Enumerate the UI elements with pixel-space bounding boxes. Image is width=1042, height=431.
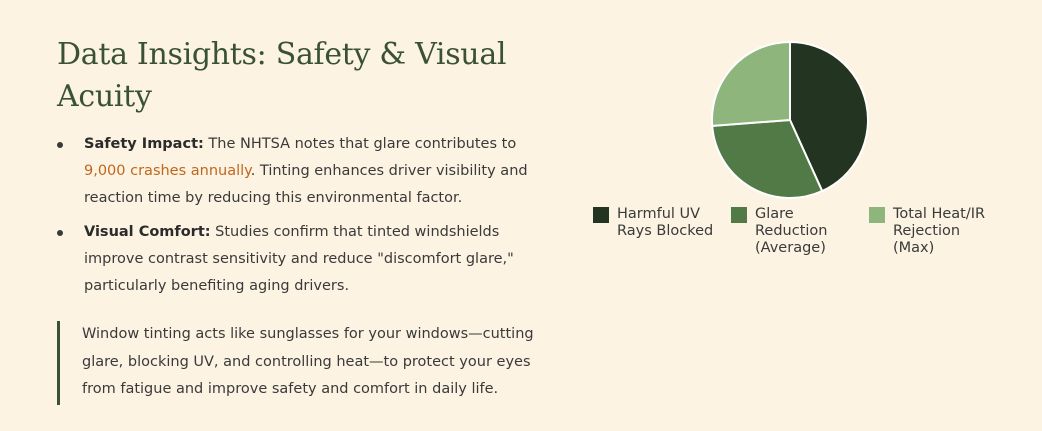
legend-item-harmful-uv[interactable]: [593, 206, 713, 240]
legend-label: Total Heat/IR Rejection (Max): [893, 206, 986, 256]
pie-chart: [705, 35, 875, 205]
summary-quote: Window tinting acts like sunglasses for your windows—cutting glare, blocking UV, and controlling heat—to protect your eyes from fatigue and improve safety and comfort in daily life.: [57, 321, 542, 405]
list-item-visual-comfort: [57, 219, 557, 300]
bullet-icon: [57, 230, 63, 236]
bullet-text: The NHTSA notes that glare contributes to: [203, 136, 517, 152]
legend-swatch: [869, 207, 885, 223]
insights-list: [57, 131, 557, 307]
legend-swatch: [593, 207, 609, 223]
list-item-safety-impact: [57, 131, 557, 212]
legend-item-glare-reduction[interactable]: [731, 206, 828, 257]
pie-slice-heat-ir-rejection[interactable]: [712, 42, 790, 126]
bullet-text: . Tinting enhances driver visibility and reaction time by reducing this environmental factor.: [84, 163, 528, 206]
legend-label: Glare Reduction (Average): [755, 206, 828, 256]
legend-item-heat-ir-rejection[interactable]: [869, 206, 985, 257]
legend-swatch: [731, 207, 747, 223]
legend-label: Harmful UV Rays Blocked: [617, 206, 714, 239]
bullet-lead: Visual Comfort:: [84, 224, 211, 240]
bullet-icon: [57, 142, 63, 148]
bullet-text: Studies confirm that tinted windshields improve contrast sensitivity and reduce "discomfort glare," particularly benefiting aging drivers.: [84, 224, 514, 294]
page-title: Data Insights: Safety & Visual Acuity: [57, 37, 507, 114]
crash-statistic-highlight: 9,000 crashes annually: [84, 163, 251, 179]
bullet-lead: Safety Impact:: [84, 136, 204, 152]
